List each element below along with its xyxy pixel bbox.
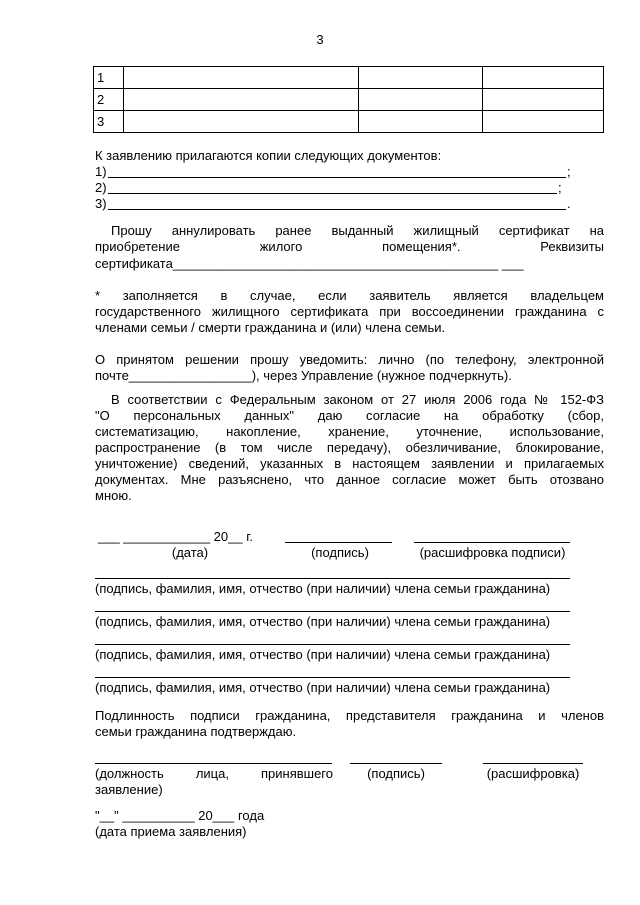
table-cell[interactable] xyxy=(483,111,604,133)
table-cell[interactable] xyxy=(359,111,483,133)
date-caption: (дата) xyxy=(171,545,209,560)
annul-request-line: Прошу аннулировать ранее выданный жилищный сертификат на xyxy=(111,223,604,238)
table-row xyxy=(94,111,604,133)
table-cell[interactable] xyxy=(124,89,359,111)
attachment-line[interactable] xyxy=(108,177,566,178)
attachment-end: . xyxy=(567,196,571,211)
official-position-line[interactable] xyxy=(95,763,332,764)
official-signature-line[interactable] xyxy=(350,763,442,764)
attachment-number: 2) xyxy=(95,180,107,195)
family-signature-line[interactable] xyxy=(95,578,570,579)
footnote-line: * заполняется в случае, если заявитель является владельцем xyxy=(95,288,604,303)
row-number: 1 xyxy=(94,67,124,89)
family-signature-line[interactable] xyxy=(95,611,570,612)
consent-line: "О персональных данных" даю согласие на обработку (сбор, xyxy=(95,408,604,423)
consent-line: уничтожение) сведений, указанных в настоящем заявлении и прилагаемых xyxy=(95,456,604,471)
signature-caption: (подпись) xyxy=(311,545,369,560)
authenticity-line: семьи гражданина подтверждаю. xyxy=(95,724,297,739)
footnote-line: государственного жилищного сертификата при воссоединении гражданина с xyxy=(95,304,604,319)
consent-line: мною. xyxy=(95,488,132,503)
family-signature-caption: (подпись, фамилия, имя, отчество (при наличии) члена семьи гражданина) xyxy=(95,614,551,629)
authenticity-line: Подлинность подписи гражданина, представителя гражданина и членов xyxy=(95,708,604,723)
consent-line: систематизацию, накопление, хранение, уточнение, использование, xyxy=(95,424,604,439)
table-row xyxy=(94,67,604,89)
signature-decode-line[interactable] xyxy=(414,542,570,543)
documents-table xyxy=(93,66,604,133)
official-decode-caption: (расшифровка) xyxy=(486,766,580,781)
notify-email-field[interactable]: почте_________________), через Управление (нужное подчеркнуть). xyxy=(95,368,512,383)
signature-line[interactable] xyxy=(285,542,392,543)
family-signature-caption: (подпись, фамилия, имя, отчество (при наличии) члена семьи гражданина) xyxy=(95,647,551,662)
receipt-date-caption: (дата приема заявления) xyxy=(95,824,247,839)
row-number: 3 xyxy=(94,111,124,133)
official-decode-line[interactable] xyxy=(483,763,583,764)
receipt-date-field[interactable]: "__" __________ 20___ года xyxy=(95,808,265,823)
table-cell[interactable] xyxy=(124,111,359,133)
attachment-line[interactable] xyxy=(108,193,557,194)
attachment-number: 1) xyxy=(95,164,107,179)
attachment-end: ; xyxy=(567,164,571,179)
official-signature-caption: (подпись) xyxy=(367,766,425,781)
table-cell[interactable] xyxy=(359,67,483,89)
table-cell[interactable] xyxy=(359,89,483,111)
official-position-caption: (должность лица, принявшего xyxy=(95,766,333,781)
family-signature-caption: (подпись, фамилия, имя, отчество (при наличии) члена семьи гражданина) xyxy=(95,680,551,695)
attachment-line[interactable] xyxy=(108,209,566,210)
attachment-end: ; xyxy=(558,180,562,195)
consent-line: распространение (в том числе передачу), обезличивание, блокирование, xyxy=(95,440,604,455)
official-position-caption: заявление) xyxy=(95,782,163,797)
certificate-details-field[interactable]: сертификата_____________________________________________ ___ xyxy=(95,256,524,271)
page-number: 3 xyxy=(316,32,324,47)
consent-line: документах. Мне разъяснено, что данное согласие может быть отозвано xyxy=(95,472,604,487)
attachments-heading: К заявлению прилагаются копии следующих документов: xyxy=(95,148,442,163)
family-signature-line[interactable] xyxy=(95,644,570,645)
notify-line: О принятом решении прошу уведомить: лично (по телефону, электронной xyxy=(95,352,604,367)
table-row xyxy=(94,89,604,111)
family-signature-line[interactable] xyxy=(95,677,570,678)
table-cell[interactable] xyxy=(124,67,359,89)
signature-decode-caption: (расшифровка подписи) xyxy=(419,545,566,560)
row-number: 2 xyxy=(94,89,124,111)
table-cell[interactable] xyxy=(483,67,604,89)
attachment-number: 3) xyxy=(95,196,107,211)
annul-request-line: приобретение жилого помещения*. Реквизиты xyxy=(95,239,604,254)
footnote-line: членами семьи / смерти гражданина и (или) члена семьи. xyxy=(95,320,446,335)
family-signature-caption: (подпись, фамилия, имя, отчество (при наличии) члена семьи гражданина) xyxy=(95,581,551,596)
consent-line: В соответствии с Федеральным законом от 27 июля 2006 года № 152-ФЗ xyxy=(111,392,604,407)
table-cell[interactable] xyxy=(483,89,604,111)
date-field[interactable]: ___ ____________ 20__ г. xyxy=(98,529,253,544)
